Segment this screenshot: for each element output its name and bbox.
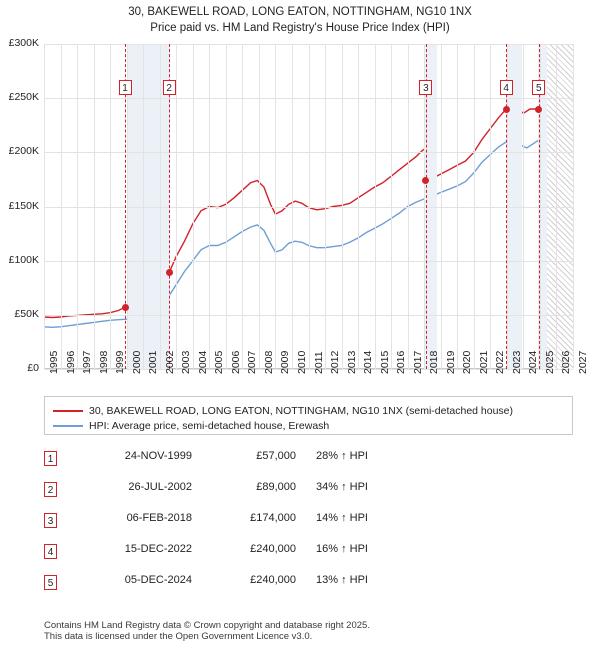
sale-index-badge: 1 <box>44 451 57 466</box>
x-axis-tick-label: 2024 <box>527 350 540 374</box>
table-row <box>44 539 573 570</box>
sale-date: 05-DEC-2024 <box>124 574 192 586</box>
chart-plot-area <box>44 44 573 369</box>
sale-date: 26-JUL-2002 <box>128 481 192 493</box>
series-line <box>44 139 547 327</box>
x-axis-tick-label: 2004 <box>196 350 209 374</box>
x-axis-tick-label: 2025 <box>543 350 556 374</box>
title-line-2: Price paid vs. HM Land Registry's House Price Index (HPI) <box>150 22 450 34</box>
gridline-horizontal <box>44 44 573 45</box>
sale-point-marker <box>166 269 173 276</box>
x-axis-tick-label: 2000 <box>130 350 143 374</box>
sale-callout-badge: 1 <box>119 80 132 95</box>
x-axis-tick-label: 2006 <box>229 350 242 374</box>
chart-legend <box>44 396 573 435</box>
x-axis-tick-label: 1997 <box>81 350 94 374</box>
x-axis-tick-label: 2003 <box>180 350 193 374</box>
x-axis-tick-label: 2026 <box>560 350 573 374</box>
sale-hpi-delta: 14% ↑ HPI <box>316 512 368 524</box>
sale-point-marker <box>503 106 510 113</box>
footer-line-1: Contains HM Land Registry data © Crown copyright and database right 2025. <box>44 620 370 631</box>
legend-label-hpi: HPI: Average price, semi-detached house, Erewash <box>89 420 330 432</box>
sale-price: £89,000 <box>256 481 296 493</box>
sale-point-marker <box>535 106 542 113</box>
x-axis-tick-label: 2023 <box>510 350 523 374</box>
legend-item-hpi <box>53 420 329 433</box>
x-axis-tick-label: 1998 <box>97 350 110 374</box>
table-row <box>44 508 573 539</box>
legend-item-price-paid <box>53 405 513 418</box>
x-axis-tick-label: 2008 <box>262 350 275 374</box>
sale-index-badge: 4 <box>44 544 57 559</box>
x-axis-tick-label: 2002 <box>163 350 176 374</box>
sale-index-badge: 5 <box>44 575 57 590</box>
sale-price: £240,000 <box>250 543 296 555</box>
sales-table <box>44 446 573 601</box>
gridline-vertical <box>573 44 574 369</box>
page-title <box>0 4 600 36</box>
x-axis-tick-label: 1999 <box>114 350 127 374</box>
sale-hpi-delta: 16% ↑ HPI <box>316 543 368 555</box>
x-axis-tick-label: 2007 <box>246 350 259 374</box>
sale-hpi-delta: 34% ↑ HPI <box>316 481 368 493</box>
table-row <box>44 477 573 508</box>
footer-attribution <box>44 620 584 642</box>
x-axis-tick-label: 2001 <box>147 350 160 374</box>
x-axis-tick-label: 2015 <box>378 350 391 374</box>
x-axis-tick-label: 2027 <box>577 350 589 374</box>
y-axis-tick-label: £250K <box>8 91 39 104</box>
y-axis-tick-label: £150K <box>8 199 39 212</box>
legend-swatch-hpi <box>53 425 83 427</box>
gridline-horizontal <box>44 152 573 153</box>
title-line-1: 30, BAKEWELL ROAD, LONG EATON, NOTTINGHAM, NG10 1NX <box>128 6 472 18</box>
sale-date: 15-DEC-2022 <box>124 543 192 555</box>
x-axis-tick-label: 2018 <box>428 350 441 374</box>
x-axis-tick-label: 2017 <box>411 350 424 374</box>
sale-price: £174,000 <box>250 512 296 524</box>
x-axis-tick-label: 2011 <box>312 351 325 374</box>
x-axis-tick-label: 1996 <box>64 350 77 374</box>
gridline-horizontal <box>44 315 573 316</box>
y-axis-tick-label: £300K <box>8 37 39 49</box>
sale-hpi-delta: 28% ↑ HPI <box>316 450 368 462</box>
legend-swatch-price-paid <box>53 410 83 412</box>
x-axis-tick-label: 1995 <box>48 350 60 374</box>
x-axis-tick-label: 2013 <box>345 350 358 374</box>
sale-date: 06-FEB-2018 <box>126 512 192 524</box>
y-axis-tick-label: £0 <box>27 362 39 374</box>
x-axis-tick-label: 2014 <box>362 350 375 374</box>
sale-hpi-delta: 13% ↑ HPI <box>316 574 368 586</box>
x-axis-tick-label: 2005 <box>213 350 226 374</box>
x-axis-tick-label: 2009 <box>279 350 292 374</box>
x-axis-tick-label: 2010 <box>295 350 308 374</box>
sale-callout-badge: 4 <box>500 80 513 95</box>
x-axis-tick-label: 2019 <box>444 350 457 374</box>
footer-line-2: This data is licensed under the Open Government Licence v3.0. <box>44 631 313 642</box>
x-axis-tick-label: 2021 <box>477 350 490 374</box>
sale-index-badge: 3 <box>44 513 57 528</box>
series-line <box>44 105 547 318</box>
y-axis-tick-label: £200K <box>8 145 39 158</box>
sale-index-badge: 2 <box>44 482 57 497</box>
sale-date: 24-NOV-1999 <box>124 450 192 462</box>
legend-label-price-paid: 30, BAKEWELL ROAD, LONG EATON, NOTTINGHAM, NG10 1NX (semi-detached house) <box>89 405 514 417</box>
y-axis-tick-label: £50K <box>14 307 39 320</box>
x-axis-tick-label: 2022 <box>494 350 507 374</box>
sale-point-marker <box>122 304 129 311</box>
x-axis-tick-label: 2016 <box>395 350 408 374</box>
sale-callout-badge: 2 <box>163 80 176 95</box>
sale-price: £240,000 <box>250 574 296 586</box>
table-row <box>44 446 573 477</box>
y-axis-tick-label: £100K <box>8 253 39 266</box>
table-row <box>44 570 573 601</box>
gridline-horizontal <box>44 98 573 99</box>
sale-callout-badge: 3 <box>419 80 432 95</box>
gridline-horizontal <box>44 207 573 208</box>
sale-callout-badge: 5 <box>532 80 545 95</box>
gridline-horizontal <box>44 261 573 262</box>
x-axis-tick-label: 2012 <box>329 350 342 374</box>
sale-price: £57,000 <box>256 450 296 462</box>
x-axis-tick-label: 2020 <box>461 350 474 374</box>
